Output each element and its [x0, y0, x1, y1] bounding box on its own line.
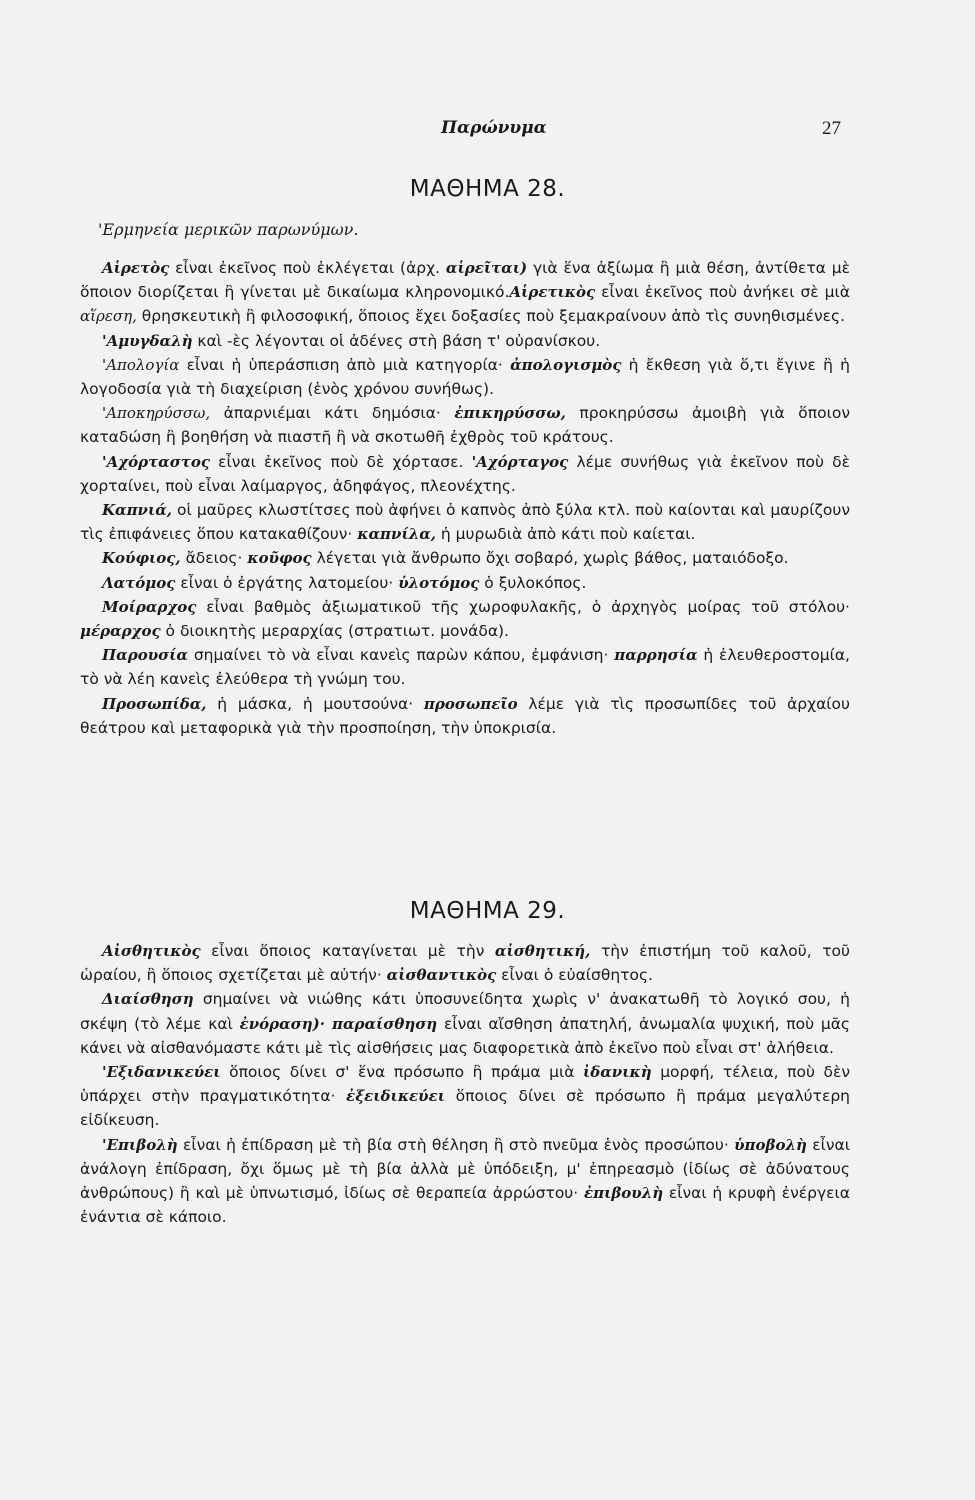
- entry-term: Κούφιος,: [102, 549, 181, 568]
- lesson-29-heading: ΜΑΘΗΜΑ 29.: [409, 898, 566, 924]
- entry-term: αἱρεῖται): [445, 259, 528, 277]
- entry-term: Αἰσθητικὸς: [102, 942, 201, 960]
- entry-term: 'Αποκηρύσσω,: [102, 404, 211, 423]
- glossary-entry: [80, 329, 850, 353]
- entry-term: Αἱρετικὸς: [509, 283, 596, 302]
- entry-text: οἱ μαῦρες κλωστίτσες ποὺ ἀφήνει ὁ καπνὸς ἀπὸ ξύλα κτλ. ποὺ καίονται καὶ μαυρίζουν τὶς ἐπιφάνειες ὅπου κατακαθίζουν·: [80, 501, 850, 544]
- entry-text: προκηρύσσω ἀμοιβὴ γιὰ ὅποιον καταδώση ἢ βοηθήση νὰ πιαστῆ ἢ νὰ σκοτωθῆ ἐχθρὸς τοῦ κράτους.: [80, 404, 850, 447]
- lesson-29-entries: [80, 939, 850, 1229]
- entry-term: Λατόμος: [102, 573, 176, 592]
- entry-text: ὁ ξυλοκόπος.: [479, 573, 587, 592]
- lesson-28-subtitle: 'Ερμηνεία μερικῶν παρωνύμων.: [98, 220, 359, 239]
- glossary-entry: [80, 939, 850, 987]
- entry-term: Διαίσθηση: [102, 990, 194, 1009]
- entry-term: 'Αμυγδαλὴ: [102, 331, 193, 350]
- entry-term: 'Απολογία: [102, 355, 180, 374]
- entry-text: εἶναι ἡ κρυφὴ ἐνέργεια ἐνάντια σὲ κάποιο.: [80, 1184, 850, 1227]
- entry-text: εἶναι ἡ ἐπίδραση μὲ τὴ βία στὴ θέληση ἢ στὸ πνεῦμα ἑνὸς προσώπου·: [177, 1135, 735, 1154]
- entry-text: ἡ μυρωδιὰ ἀπὸ κάτι ποὺ καίεται.: [435, 525, 696, 544]
- glossary-entry: [80, 450, 850, 498]
- entry-term: Προσωπίδα,: [102, 694, 207, 713]
- entry-term: παρρησία: [614, 646, 698, 665]
- entry-text: τὴν ἐπιστήμη τοῦ καλοῦ, τοῦ ὡραίου, ἢ ὅποιος σχετίζεται μὲ αὐτήν·: [80, 942, 850, 985]
- glossary-entry: [80, 571, 850, 595]
- glossary-entry: [80, 498, 850, 546]
- entry-text: ἡ ἐλευθεροστομία, τὸ νὰ λέη κανεὶς ἐλεύθερα τὴ γνώμη του.: [80, 646, 850, 689]
- entry-term: ἀπολογισμὸς: [510, 355, 622, 374]
- entry-text: γιὰ ἕνα ἀξίωμα ἢ μιὰ θέση, ἀντίθετα μὲ ὅποιον διορίζεται ἢ γίνεται μὲ δικαίωμα κληρονομικό.: [80, 259, 851, 302]
- entry-text: λέμε γιὰ τὶς προσωπίδες τοῦ ἀρχαίου θεάτρου καὶ μεταφορικὰ γιὰ τὴν προσποίηση, τὴν ὑποκρισία.: [80, 694, 851, 737]
- entry-term: αἵρεση,: [80, 307, 137, 326]
- entry-text: μορφή, τέλεια, ποὺ δὲν ὑπάρχει στὴν πραγματικότητα·: [80, 1063, 851, 1106]
- entry-text: εἶναι ἡ ὑπεράσπιση ἀπὸ μιὰ κατηγορία·: [179, 355, 511, 374]
- entry-text: εἶναι ὅποιος καταγίνεται μὲ τὴν: [200, 942, 495, 960]
- entry-text: ὁ διοικητὴς μεραρχίας (στρατιωτ. μονάδα).: [160, 622, 510, 641]
- glossary-entry: [80, 401, 850, 449]
- entry-text: ἀπαρνιέμαι κάτι δημόσια·: [210, 404, 455, 423]
- entry-term: ἐξειδικεύει: [346, 1087, 445, 1106]
- entry-term: Μοίραρχος: [102, 597, 197, 616]
- entry-term: αἰσθητική,: [494, 942, 591, 960]
- entry-text: εἶναι ὁ ἐργάτης λατομείου·: [175, 573, 399, 592]
- entry-text: ὅποιος δίνει σὲ πρόσωπο ἢ πράμα μεγαλύτερη εἰδίκευση.: [80, 1087, 850, 1130]
- entry-text: θρησκευτικὴ ἢ φιλοσοφική, ὅποιος ἔχει δοξασίες ποὺ ξεμακραίνουν ἀπὸ τὶς συνηθισμένες.: [136, 307, 846, 326]
- entry-term: προσωπεῖο: [423, 694, 518, 713]
- entry-text: ἄδειος·: [180, 549, 248, 568]
- page-number: 27: [822, 118, 841, 139]
- entry-term: 'Αχόρταστος: [102, 452, 211, 471]
- entry-text: εἶναι βαθμὸς ἀξιωματικοῦ τῆς χωροφυλακῆς, ὁ ἀρχηγὸς μοίρας τοῦ στόλου·: [196, 597, 850, 616]
- running-head: [0, 118, 975, 148]
- entry-text: λέμε συνήθως γιὰ ἐκεῖνον ποὺ δὲ χορταίνει, ποὺ εἶναι λαίμαργος, ἀδηφάγος, πλεονέχτης.: [80, 452, 850, 495]
- entry-term: ὑλοτόμος: [398, 573, 480, 592]
- entry-term: μέραρχος: [80, 622, 161, 641]
- entry-term: 'Εξιδανικεύει: [102, 1063, 221, 1082]
- entry-term: ἰδανικὴ: [583, 1063, 652, 1082]
- running-title: Παρώνυμα: [441, 118, 547, 138]
- entry-term: ἐπιβουλὴ: [583, 1184, 664, 1203]
- glossary-entry: [80, 692, 850, 740]
- glossary-entry: [80, 595, 850, 643]
- glossary-entry: [80, 987, 850, 1060]
- entry-text: εἶναι ὁ εὐαίσθητος.: [496, 966, 654, 985]
- entry-term: κοῦφος: [247, 549, 312, 568]
- entry-term: καπνίλα,: [357, 525, 436, 544]
- entry-text: εἶναι ἐκεῖνος ποὺ δὲ χόρτασε.: [210, 452, 472, 471]
- entry-text: εἶναι ἐκεῖνος ποὺ ἀνήκει σὲ μιὰ: [595, 283, 850, 302]
- glossary-entry: [80, 643, 850, 691]
- entry-text: εἶναι ἐκεῖνος ποὺ ἐκλέγεται (ἀρχ.: [169, 259, 446, 277]
- entry-term: ἐνόραση)· παραίσθηση: [239, 1014, 438, 1033]
- entry-term: ὑποβολὴ: [734, 1135, 807, 1154]
- entry-term: 'Αχόρταγος: [471, 452, 569, 471]
- entry-term: Καπνιά,: [102, 501, 172, 520]
- glossary-entry: [80, 1133, 850, 1230]
- entry-term: αἰσθαντικὸς: [386, 966, 497, 985]
- entry-term: ἐπικηρύσσω,: [454, 404, 566, 423]
- entry-text: ἡ μάσκα, ἡ μουτσούνα·: [206, 694, 424, 713]
- entry-term: Αἱρετὸς: [102, 259, 170, 277]
- entry-term: Παρουσία: [102, 646, 188, 665]
- entry-text: ὅποιος δίνει σ' ἕνα πρόσωπο ἢ πράμα μιὰ: [220, 1063, 583, 1082]
- glossary-entry: [80, 353, 850, 401]
- entry-text: λέγεται γιὰ ἄνθρωπο ὄχι σοβαρό, χωρὶς βάθος, ματαιόδοξο.: [311, 549, 789, 568]
- glossary-entry: [80, 546, 850, 570]
- lesson-28-entries: [80, 256, 850, 740]
- lesson-28-heading: ΜΑΘΗΜΑ 28.: [409, 176, 566, 202]
- glossary-entry: [80, 1060, 850, 1133]
- entry-text: ἡ ἔκθεση γιὰ ὅ,τι ἔγινε ἢ ἡ λογοδοσία γιὰ τὴ διαχείριση (ἑνὸς χρόνου συνήθως).: [80, 355, 850, 399]
- entry-text: εἶναι ἀνάλογη ἐπίδραση, ὄχι ὅμως μὲ τὴ βία ἀλλὰ μὲ ὑπόδειξη, μ' ἐπηρεασμὸ (ἰδίως σὲ ἀδύνατους ἀνθρώπους) ἢ καὶ μὲ ὑπνωτισμό, ἰδίως σὲ θεραπεία ἀρρώστου·: [80, 1135, 850, 1203]
- entry-term: 'Επιβολὴ: [102, 1135, 178, 1154]
- glossary-entry: [80, 256, 850, 329]
- entry-text: καὶ -ὲς λέγονται οἱ ἀδένες στὴ βάση τ' οὐρανίσκου.: [192, 331, 601, 350]
- entry-text: σημαίνει νὰ νιώθης κάτι ὑποσυνείδητα χωρὶς ν' ἀνακατωθῆ τὸ λογικό σου, ἡ σκέψη (τὸ λέμε καὶ: [80, 990, 850, 1033]
- entry-text: σημαίνει τὸ νὰ εἶναι κανεὶς παρὼν κάπου, ἐμφάνιση·: [187, 646, 615, 665]
- entry-text: εἶναι αἴσθηση ἀπατηλή, ἀνωμαλία ψυχική, ποὺ μᾶς κάνει νὰ αἰσθανόμαστε κάτι μὲ τὶς αἰσθήσεις μας διαφορετικὰ ἀπὸ ἐκεῖνο ποὺ εἶναι στ' ἀλήθεια.: [80, 1014, 851, 1057]
